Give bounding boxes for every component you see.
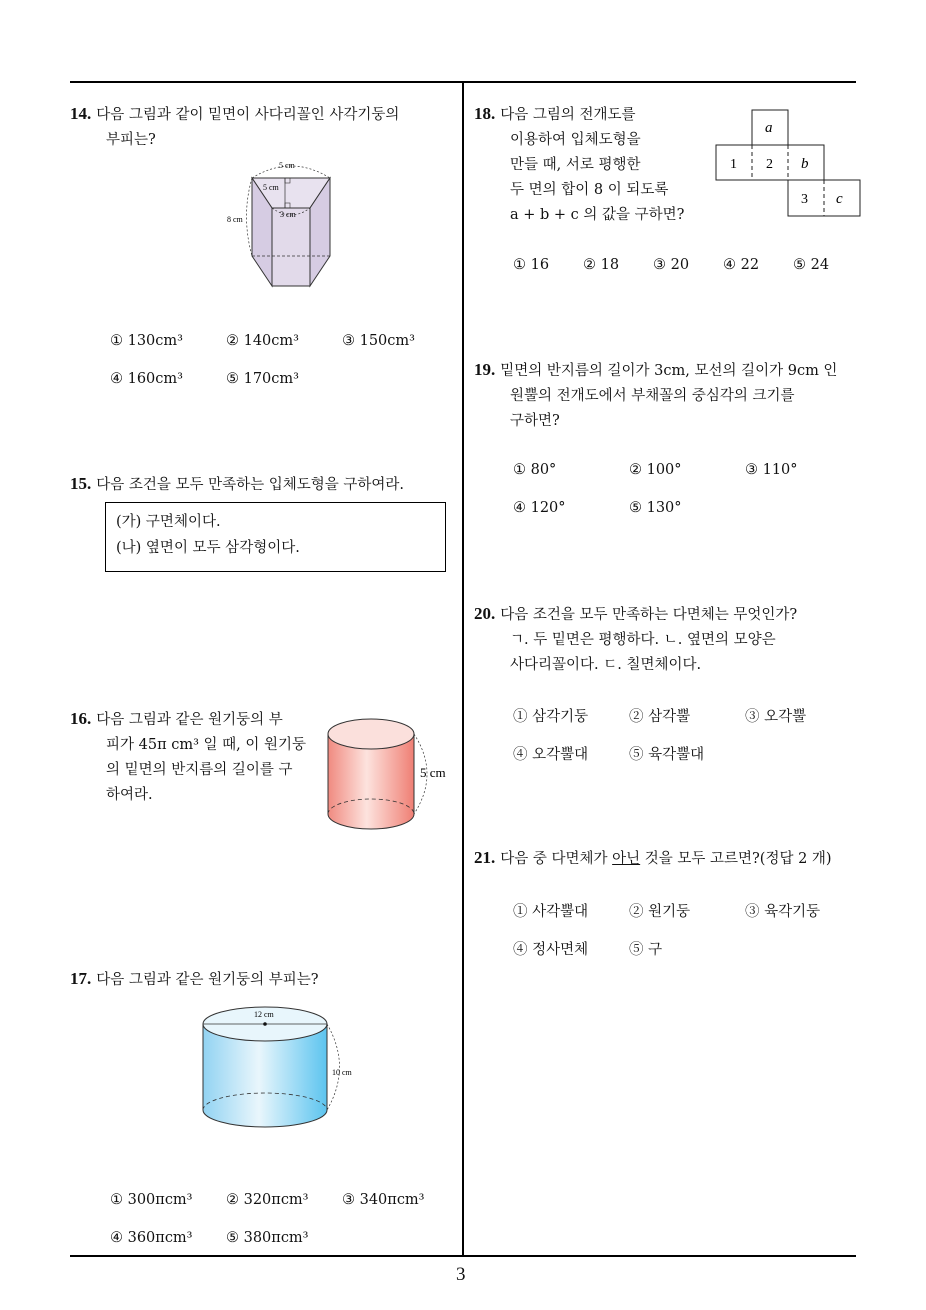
- question-text: 하여라.: [106, 787, 153, 803]
- blue-cylinder-figure: [196, 1004, 366, 1146]
- net-face-2: 2: [766, 157, 773, 172]
- option[interactable]: ③ 110°: [745, 462, 798, 478]
- question-number: 20.: [474, 604, 496, 623]
- net-face-1: 1: [730, 157, 737, 172]
- option[interactable]: ③ 육각기둥: [745, 904, 821, 920]
- option[interactable]: ④ 정사면체: [513, 942, 589, 958]
- red-cylinder-figure: [322, 708, 457, 836]
- label-diameter: 12 cm: [254, 1010, 274, 1019]
- option[interactable]: ③ 340πcm³: [342, 1192, 425, 1208]
- question-number: 19.: [474, 360, 496, 379]
- option[interactable]: ① 삼각기둥: [513, 709, 589, 725]
- bottom-rule: [70, 1255, 856, 1257]
- question-17: [70, 966, 450, 993]
- net-face-3: 3: [801, 192, 808, 207]
- label-height: 10 cm: [332, 1068, 352, 1077]
- question-text: 피가 45π cm³ 일 때, 이 원기둥: [106, 737, 306, 753]
- question-text: 만들 때, 서로 평행한: [510, 157, 641, 173]
- option[interactable]: ② 320πcm³: [226, 1192, 309, 1208]
- option[interactable]: ② 100°: [629, 462, 682, 478]
- question-text: a + b + c 의 값을 구하면?: [510, 207, 685, 223]
- question-text: 두 면의 합이 8 이 되도록: [510, 182, 669, 198]
- question-number: 14.: [70, 104, 92, 123]
- option[interactable]: ⑤ 380πcm³: [226, 1230, 309, 1246]
- question-text: 원뿔의 전개도에서 부채꼴의 중심각의 크기를: [510, 388, 795, 404]
- page-number: 3: [456, 1264, 466, 1285]
- condition-item: (나) 옆면이 모두 삼각형이다.: [116, 540, 300, 556]
- option[interactable]: ① 80°: [513, 462, 557, 478]
- question-text: ㄱ. 두 밑면은 평행하다. ㄴ. 옆면의 모양은: [510, 632, 776, 648]
- question-text: 다음 그림과 같이 밑면이 사다리꼴인 사각기둥의: [96, 107, 400, 123]
- question-18: [474, 101, 714, 228]
- option[interactable]: ⑤ 130°: [629, 500, 682, 516]
- label-bottom: 3 cm: [280, 210, 296, 219]
- label-height: 8 cm: [227, 215, 243, 224]
- option[interactable]: ④ 22: [723, 257, 760, 273]
- question-text: 이용하여 입체도형을: [510, 132, 641, 148]
- option[interactable]: ② 원기둥: [629, 904, 691, 920]
- net-face-c: c: [836, 191, 843, 207]
- option[interactable]: ⑤ 구: [629, 942, 663, 958]
- option[interactable]: ① 130cm³: [110, 333, 183, 349]
- question-21: [474, 845, 864, 872]
- question-text: 사다리꼴이다. ㄷ. 칠면체이다.: [510, 657, 702, 673]
- question-text: 다음 조건을 모두 만족하는 다면체는 무엇인가?: [500, 607, 798, 623]
- column-divider: [462, 82, 464, 1256]
- question-text: 의 밑면의 반지름의 길이를 구: [106, 762, 293, 778]
- question-text: 밑면의 반지름의 길이가 3cm, 모선의 길이가 9cm 인: [500, 363, 838, 379]
- option[interactable]: ② 140cm³: [226, 333, 299, 349]
- question-20: [474, 601, 864, 678]
- option[interactable]: ① 16: [513, 257, 550, 273]
- option[interactable]: ③ 150cm³: [342, 333, 415, 349]
- question-number: 18.: [474, 104, 496, 123]
- question-number: 17.: [70, 969, 92, 988]
- trapezoid-prism-figure: [225, 158, 350, 290]
- option[interactable]: ⑤ 24: [793, 257, 830, 273]
- question-text: 다음 조건을 모두 만족하는 입체도형을 구하여라.: [96, 477, 405, 493]
- question-19: [474, 357, 864, 434]
- question-text: 다음 그림과 같은 원기둥의 부: [96, 712, 283, 728]
- question-14: [70, 101, 450, 153]
- question-16: [70, 706, 315, 808]
- question-text: 다음 중 다면체가: [500, 851, 613, 867]
- option[interactable]: ⑤ 육각뿔대: [629, 747, 705, 763]
- underlined-word: 아닌: [612, 851, 641, 867]
- question-text: 다음 그림과 같은 원기둥의 부피는?: [96, 972, 319, 988]
- option[interactable]: ④ 360πcm³: [110, 1230, 193, 1246]
- label-slant: 5 cm: [263, 183, 279, 192]
- option[interactable]: ③ 20: [653, 257, 690, 273]
- net-face-b: b: [801, 156, 809, 172]
- option[interactable]: ⑤ 170cm³: [226, 371, 299, 387]
- net-face-a: a: [765, 120, 773, 136]
- question-text: 부피는?: [106, 132, 156, 148]
- option[interactable]: ④ 120°: [513, 500, 566, 516]
- question-15: [70, 471, 450, 498]
- condition-box: [105, 502, 446, 572]
- question-text: 다음 그림의 전개도를: [500, 107, 636, 123]
- option[interactable]: ④ 160cm³: [110, 371, 183, 387]
- question-text: 것을 모두 고르면?(정답 2 개): [640, 851, 832, 867]
- question-number: 21.: [474, 848, 496, 867]
- option[interactable]: ① 300πcm³: [110, 1192, 193, 1208]
- option[interactable]: ④ 오각뿔대: [513, 747, 589, 763]
- condition-item: (가) 구면체이다.: [116, 514, 221, 530]
- label-top: 5 cm: [279, 161, 295, 170]
- label-height: 5 cm: [420, 765, 446, 780]
- option[interactable]: ③ 오각뿔: [745, 709, 807, 725]
- question-text: 구하면?: [510, 413, 560, 429]
- option[interactable]: ① 사각뿔대: [513, 904, 589, 920]
- cube-net-figure: [714, 108, 862, 220]
- option[interactable]: ② 삼각뿔: [629, 709, 691, 725]
- question-number: 16.: [70, 709, 92, 728]
- question-number: 15.: [70, 474, 92, 493]
- option[interactable]: ② 18: [583, 257, 620, 273]
